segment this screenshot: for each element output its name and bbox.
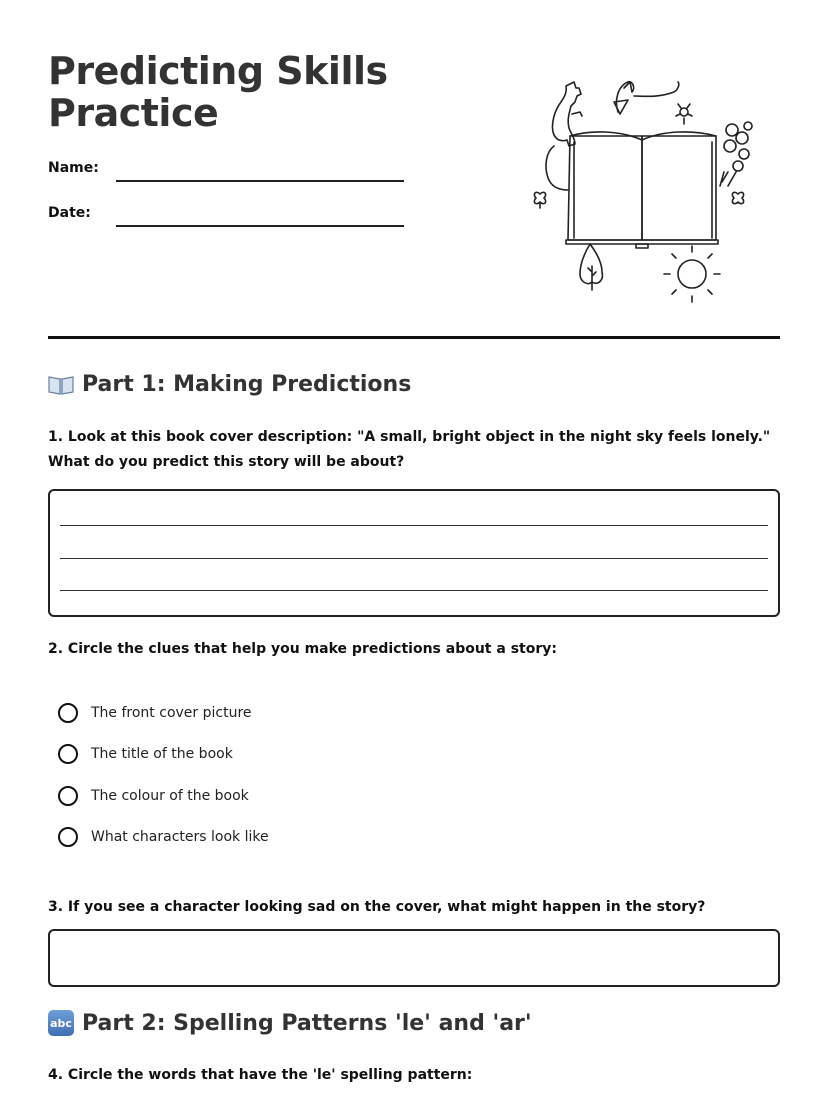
part2-heading [48, 1010, 532, 1036]
question-1-answer-box[interactable] [48, 489, 780, 617]
circle-option-icon[interactable] [58, 703, 78, 723]
answer-line [60, 525, 768, 526]
option-title[interactable] [58, 744, 233, 764]
section-divider [48, 336, 780, 339]
option-label: The colour of the book [91, 788, 249, 804]
name-label: Name: [48, 160, 99, 176]
option-front-cover[interactable] [58, 703, 252, 723]
option-label: The front cover picture [91, 705, 252, 721]
name-field[interactable] [116, 180, 404, 182]
title-line-2: Practice [48, 91, 219, 135]
date-label: Date: [48, 205, 91, 221]
open-book-illustration-icon [518, 76, 763, 306]
circle-option-icon[interactable] [58, 786, 78, 806]
option-label: What characters look like [91, 829, 269, 845]
date-field[interactable] [116, 225, 404, 227]
option-label: The title of the book [91, 746, 233, 762]
abc-emoji-icon: abc [48, 1010, 74, 1036]
answer-line [60, 558, 768, 559]
question-3: 3. If you see a character looking sad on the cover, what might happen in the story? [48, 899, 706, 915]
option-characters[interactable] [58, 827, 269, 847]
question-4: 4. Circle the words that have the 'le' spelling pattern: [48, 1067, 473, 1083]
circle-option-icon[interactable] [58, 827, 78, 847]
page-title [48, 50, 388, 134]
part1-heading [48, 372, 411, 397]
question-3-answer-box[interactable] [48, 929, 780, 987]
question-2: 2. Circle the clues that help you make predictions about a story: [48, 641, 557, 657]
option-colour[interactable] [58, 786, 249, 806]
part1-title: Part 1: Making Predictions [82, 372, 412, 397]
worksheet-page [48, 0, 780, 1118]
book-emoji-icon [48, 374, 74, 396]
circle-option-icon[interactable] [58, 744, 78, 764]
question-1: 1. Look at this book cover description: "A small, bright object in the night sky feels lonely." What do you predict this story will be about? [48, 429, 771, 470]
title-line-1: Predicting Skills [48, 49, 388, 93]
answer-line [60, 590, 768, 591]
part2-title: Part 2: Spelling Patterns 'le' and 'ar' [82, 1010, 532, 1036]
